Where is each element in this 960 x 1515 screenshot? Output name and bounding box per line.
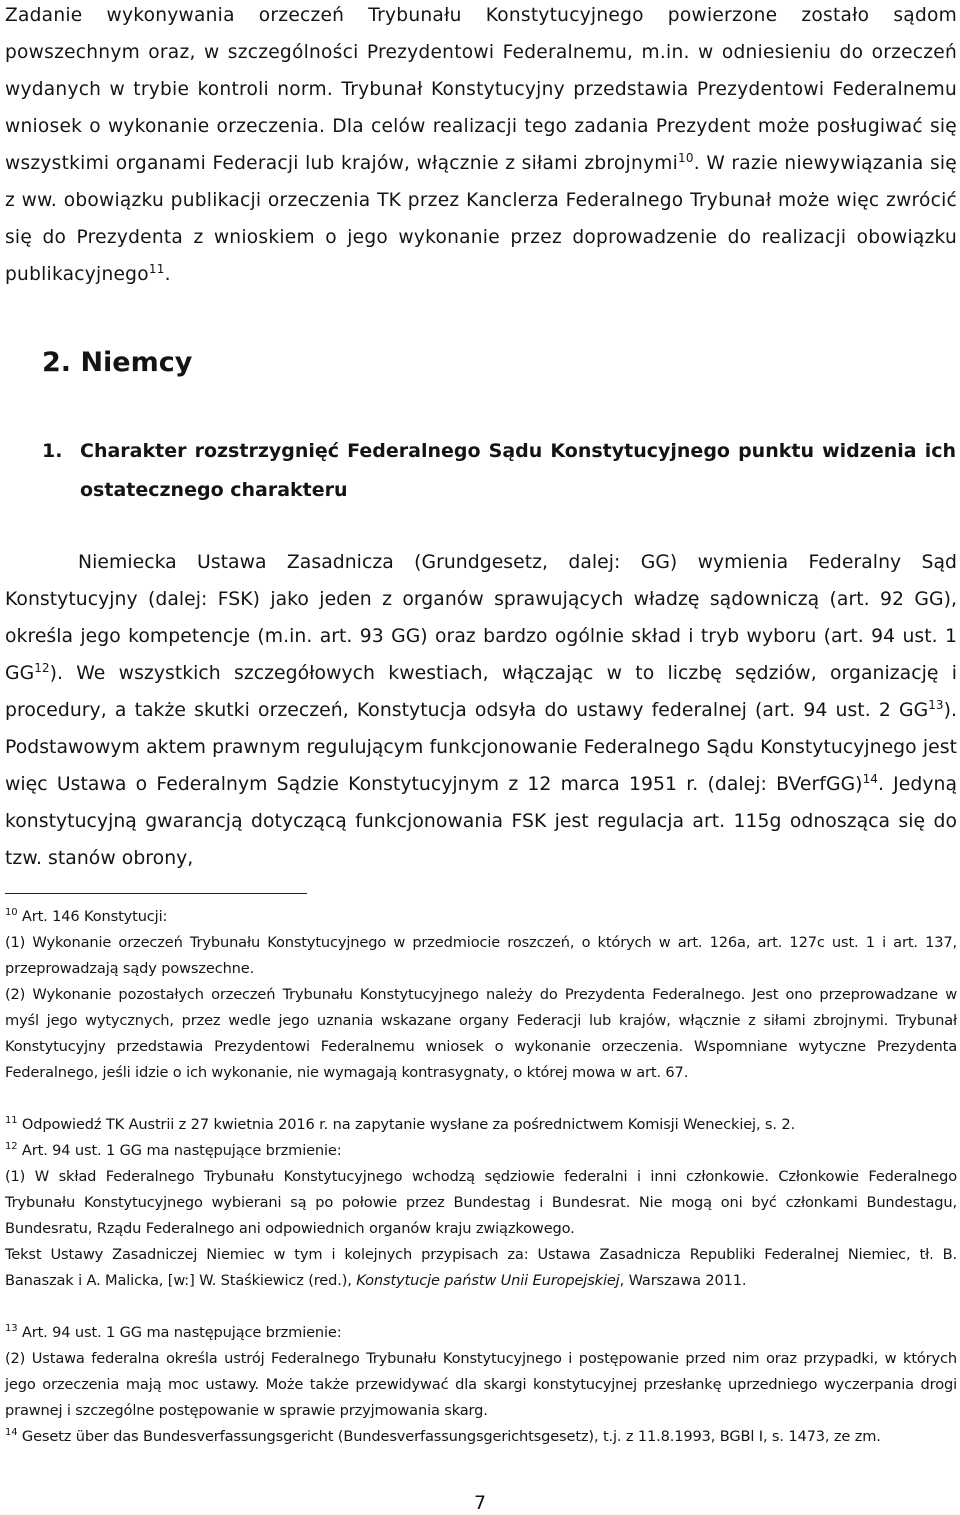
footnote-ref-10[interactable]: 10 xyxy=(678,151,694,165)
body-paragraph-1: Zadanie wykonywania orzeczeń Trybunału Konstytucyjnego powierzone zostało sądom powszechnym oraz, w szczególności Prezydentowi Federalnemu, m.in. w odniesieniu do orzeczeń wydanych w trybie kontroli norm. Trybunał Konstytucyjny przedstawia Prezydentowi Federalnemu wniosek o wykonanie orzeczenia. Dla celów realizacji tego zadania Prezydent może posługiwać się wszystkimi organami Federacji lub krajów, włącznie z siłami zbrojnymi$^{10}$. W razie niewywiązania się z ww. obowiązku publikacji orzeczenia TK przez Kanclerza Federalnego Trybunał może więc zwrócić się do Prezydenta z wnioskiem o jego wykonanie przez doprowadzenie do realizacji obowiązku publikacyjnego$^{11}$. xyxy=(5,5,957,285)
footnote-separator xyxy=(5,893,307,894)
section-number: 2. xyxy=(42,347,72,378)
footnote-10-para-2: (2) Wykonanie pozostałych orzeczeń Trybunału Konstytucyjnego należy do Prezydenta Federalnego. Jest ono przeprowadzane w myśl jego wytycznych, przez wedle jego uznania wskazane organy Federacji lub krajów, włącznie z siłami zbrojnymi. Trybunał Konstytucyjny przedstawia Prezydentowi Federalnemu wniosek o wykonanie orzeczenia. Wspomniane wytyczne Prezydenta Federalnego, jeśli idzie o ich wykonanie, nie wymagają kontrasygnaty, o której mowa w art. 67. xyxy=(5,986,957,1081)
footnote-13-title: $^{13}$ Art. 94 ust. 1 GG ma następujące brzmienie: xyxy=(5,1323,342,1341)
footnote-13-para-1: (2) Ustawa federalna określa ustrój Federalnego Trybunału Konstytucyjnego i postępowanie przed nim oraz przypadki, w których jego orzeczenia mają moc ustawy. Może także przewidywać dla skargi konstytucyjnej przesłankę uprzedniego wyczerpania drogi prawnej i szczególne postępowanie w sprawie przyjmowania skarg. xyxy=(5,1350,957,1419)
section-heading xyxy=(42,347,192,378)
footnote-12-para-1: (1) W skład Federalnego Trybunału Konstytucyjnego wchodzą sędziowie federalni i inni członkowie. Członkowie Federalnego Trybunału Konstytucyjnego wybierani są po połowie przez Bundestag i Bundesrat. Nie mogą oni być członkami Bundestagu, Bundesratu, Rządu Federalnego ani odpowiednich organów kraju związkowego. xyxy=(5,1168,957,1237)
footnote-11: $^{11}$ Odpowiedź TK Austrii z 27 kwietnia 2016 r. na zapytanie wysłane za pośrednictwem Komisji Weneckiej, s. 2. xyxy=(5,1115,795,1133)
subsection-title: Charakter rozstrzygnięć Federalnego Sądu Konstytucyjnego punktu widzenia ich ostatecznego charakteru xyxy=(80,440,956,501)
page-number: 7 xyxy=(473,1492,487,1514)
footnote-ref-11[interactable]: 11 xyxy=(148,262,165,276)
footnote-10-para-1: (1) Wykonanie orzeczeń Trybunału Konstytucyjnego w przedmiocie roszczeń, o których w art. 126a, art. 127c ust. 1 i art. 137, przeprowadzają sądy powszechne. xyxy=(5,934,957,977)
section-title: Niemcy xyxy=(80,347,193,378)
footnote-12-title: $^{12}$ Art. 94 ust. 1 GG ma następujące brzmienie: xyxy=(5,1141,342,1159)
footnote-10-title: $^{10}$ Art. 146 Konstytucji: xyxy=(5,907,168,925)
footnote-14: $^{14}$ Gesetz über das Bundesverfassungsgericht (Bundesverfassungsgerichtsgesetz), t.j. z 11.8.1993, BGBl I, s. 1473, ze zm. xyxy=(5,1427,881,1445)
body-paragraph-2: Niemiecka Ustawa Zasadnicza (Grundgesetz, dalej: GG) wymienia Federalny Sąd Konstytucyjny (dalej: FSK) jako jeden z organów sprawujących władzę sądowniczą (art. 92 GG), określa jego kompetencje (m.in. art. 93 GG) oraz bardzo ogólnie skład i tryb wyboru (art. 94 ust. 1 GG$^{12}$). We wszystkich szczegółowych kwestiach, włączając w to liczbę sędziów, organizację i procedury, a także skutki orzeczeń, Konstytucja odsyła do ustawy federalnej (art. 94 ust. 2 GG$^{13}$). Podstawowym aktem prawnym regulującym funkcjonowanie Federalnego Sądu Konstytucyjnego jest więc Ustawa o Federalnym Sądzie Konstytucyjnym z 12 marca 1951 r. (dalej: BVerfGG)$^{14}$. Jedyną konstytucyjną gwarancją dotyczącą funkcjonowania FSK jest regulacja art. 115g odnosząca się do tzw. stanów obrony, xyxy=(5,552,958,869)
footnote-ref-14[interactable]: 14 xyxy=(862,772,878,786)
cited-book-title: Konstytucje państw Unii Europejskiej xyxy=(356,1272,620,1289)
subsection-heading xyxy=(42,432,956,510)
footnote-ref-12[interactable]: 12 xyxy=(34,661,50,675)
footnote-12-para-2: Tekst Ustawy Zasadniczej Niemiec w tym i kolejnych przypisach za: Ustawa Zasadnicza Republiki Federalnej Niemiec, tł. B. Banaszak i A. Malicka, [w:] W. Staśkiewicz (red.), Konstytucje państw Unii Europejskiej, Warszawa 2011. xyxy=(5,1246,957,1289)
footnote-ref-13[interactable]: 13 xyxy=(928,698,944,712)
subsection-number: 1. xyxy=(42,440,63,462)
